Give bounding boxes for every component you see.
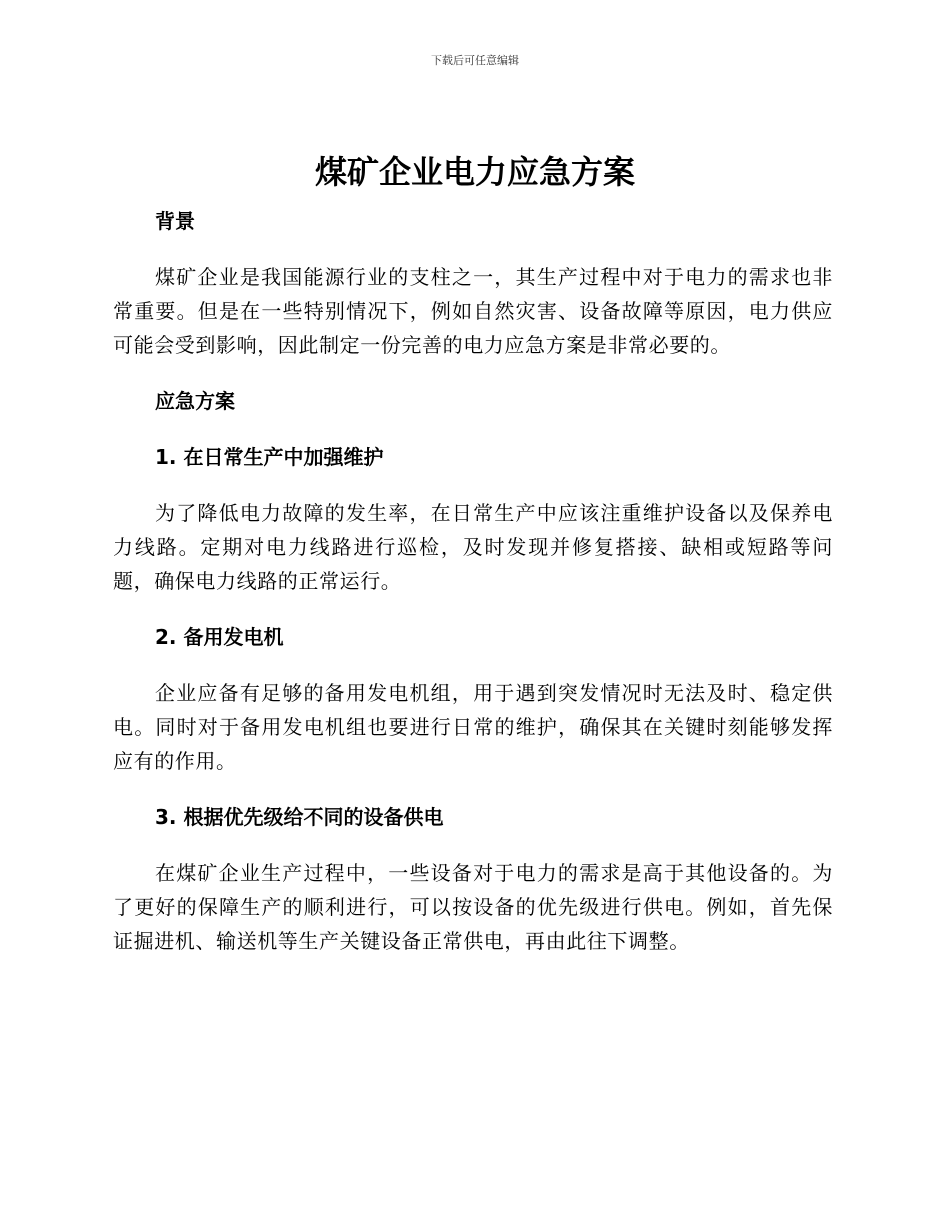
paragraph-priority-supply: 在煤矿企业生产过程中，一些设备对于电力的需求是高于其他设备的。为了更好的保障生产的顺利进行，可以按设备的优先级进行供电。例如，首先保证掘进机、输送机等生产关键设备正常供电，再由此往下调整。: [113, 861, 833, 953]
section-heading-background: 背景: [155, 209, 195, 233]
section-heading-priority-supply: 3. 根据优先级给不同的设备供电: [155, 805, 444, 829]
page-header-note: 下载后可任意编辑: [431, 54, 519, 67]
section-heading-emergency-plan: 应急方案: [155, 389, 235, 413]
paragraph-daily-maintenance: 为了降低电力故障的发生率，在日常生产中应该注重维护设备以及保养电力线路。定期对电力线路进行巡检，及时发现并修复搭接、缺相或短路等问题，确保电力线路的正常运行。: [113, 501, 833, 593]
paragraph-backup-generator: 企业应备有足够的备用发电机组，用于遇到突发情况时无法及时、稳定供电。同时对于备用发电机组也要进行日常的维护，确保其在关键时刻能够发挥应有的作用。: [113, 681, 833, 773]
paragraph-background: 煤矿企业是我国能源行业的支柱之一，其生产过程中对于电力的需求也非常重要。但是在一些特别情况下，例如自然灾害、设备故障等原因，电力供应可能会受到影响，因此制定一份完善的电力应急方案是非常必要的。: [113, 265, 833, 357]
section-heading-backup-generator: 2. 备用发电机: [155, 625, 284, 649]
section-heading-daily-maintenance: 1. 在日常生产中加强维护: [155, 445, 384, 469]
document-body: [113, 204, 833, 958]
document-title: 煤矿企业电力应急方案: [314, 153, 635, 191]
